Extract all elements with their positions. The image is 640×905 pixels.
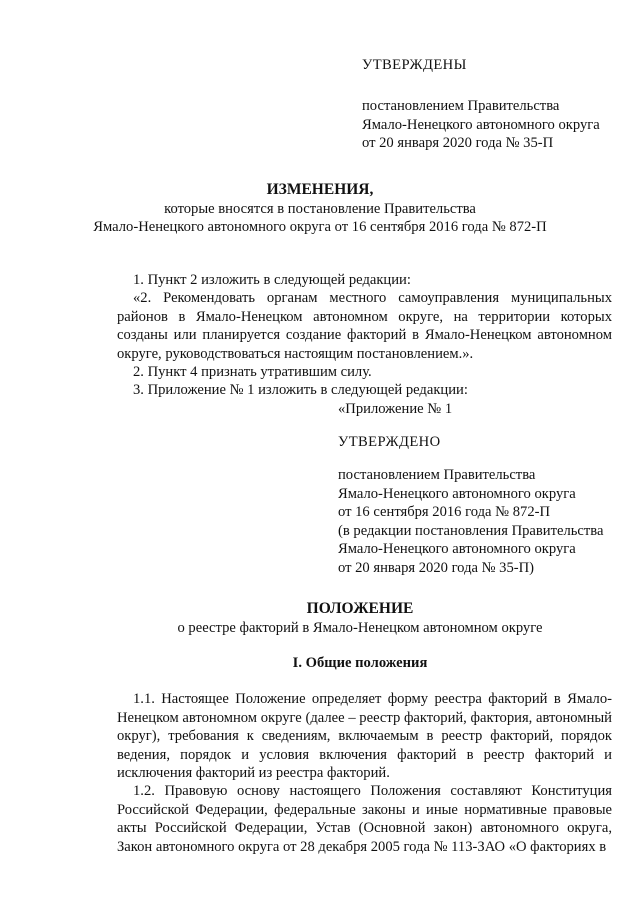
inner-approval-line: Ямало-Ненецкого автономного округа: [338, 541, 576, 557]
paragraph-1-2: 1.2. Правовую основу настоящего Положения составляют Конституция Российской Федерации, федеральные законы и иные нормативные правовые акты Российской Федерации, Устав (Основной закон) автономного округа, Закон автономного округа от 28 декабря 2005 года № 113-ЗАО «О факториях в: [117, 783, 612, 855]
amendment-item-3: 3. Приложение № 1 изложить в следующей редакции:: [133, 382, 468, 398]
approval-details: [362, 97, 600, 153]
amendment-item-2: 2. Пункт 4 признать утратившим силу.: [133, 364, 372, 380]
changes-subtitle-line2: Ямало-Ненецкого автономного округа от 16 сентября 2016 года № 872-П: [93, 219, 547, 235]
inner-approval-details: [338, 466, 603, 577]
approval-heading: УТВЕРЖДЕНЫ: [362, 57, 467, 73]
regulation-subtitle: о реестре факторий в Ямало-Ненецком автономном округе: [177, 620, 543, 636]
changes-heading: ИЗМЕНЕНИЯ,: [266, 181, 374, 198]
regulation-heading: ПОЛОЖЕНИЕ: [306, 600, 414, 617]
amendment-quote-paragraph: «2. Рекомендовать органам местного самоуправления муниципальных районов в Ямало-Ненецком автономном округе, на территории которых созданы или планируется создание факторий в Ямало-Ненецком автономном округе, руководствоваться настоящим постановлением.».: [117, 290, 612, 362]
inner-approval-line: (в редакции постановления Правительства: [338, 522, 604, 539]
approval-line: Ямало-Ненецкого автономного округа: [362, 116, 600, 133]
approval-line: постановлением Правительства: [362, 98, 560, 114]
inner-approval-line: постановлением Правительства: [338, 467, 536, 483]
inner-approval-line: от 20 января 2020 года № 35-П): [338, 559, 535, 576]
amendment-item-1: 1. Пункт 2 изложить в следующей редакции:: [133, 272, 411, 288]
inner-approval-heading: УТВЕРЖДЕНО: [338, 434, 441, 450]
approval-line: от 20 января 2020 года № 35-П: [362, 135, 554, 151]
inner-approval-line: Ямало-Ненецкого автономного округа: [338, 485, 576, 502]
inner-approval-line: от 16 сентября 2016 года № 872-П: [338, 504, 551, 520]
paragraph-1-1: 1.1. Настоящее Положение определяет форму реестра факторий в Ямало-Ненецком автономном округе (далее – реестр факторий, фактория, автономный округ), требования к сведениям, включаемым в реестр факторий, порядок ведения, порядок и условия включения факторий в реестр факторий и исключения факторий из реестра факторий.: [117, 691, 612, 781]
changes-subtitle-line1: которые вносятся в постановление Правительства: [164, 201, 476, 217]
appendix-label: «Приложение № 1: [338, 401, 453, 417]
section-heading: I. Общие положения: [292, 655, 428, 671]
